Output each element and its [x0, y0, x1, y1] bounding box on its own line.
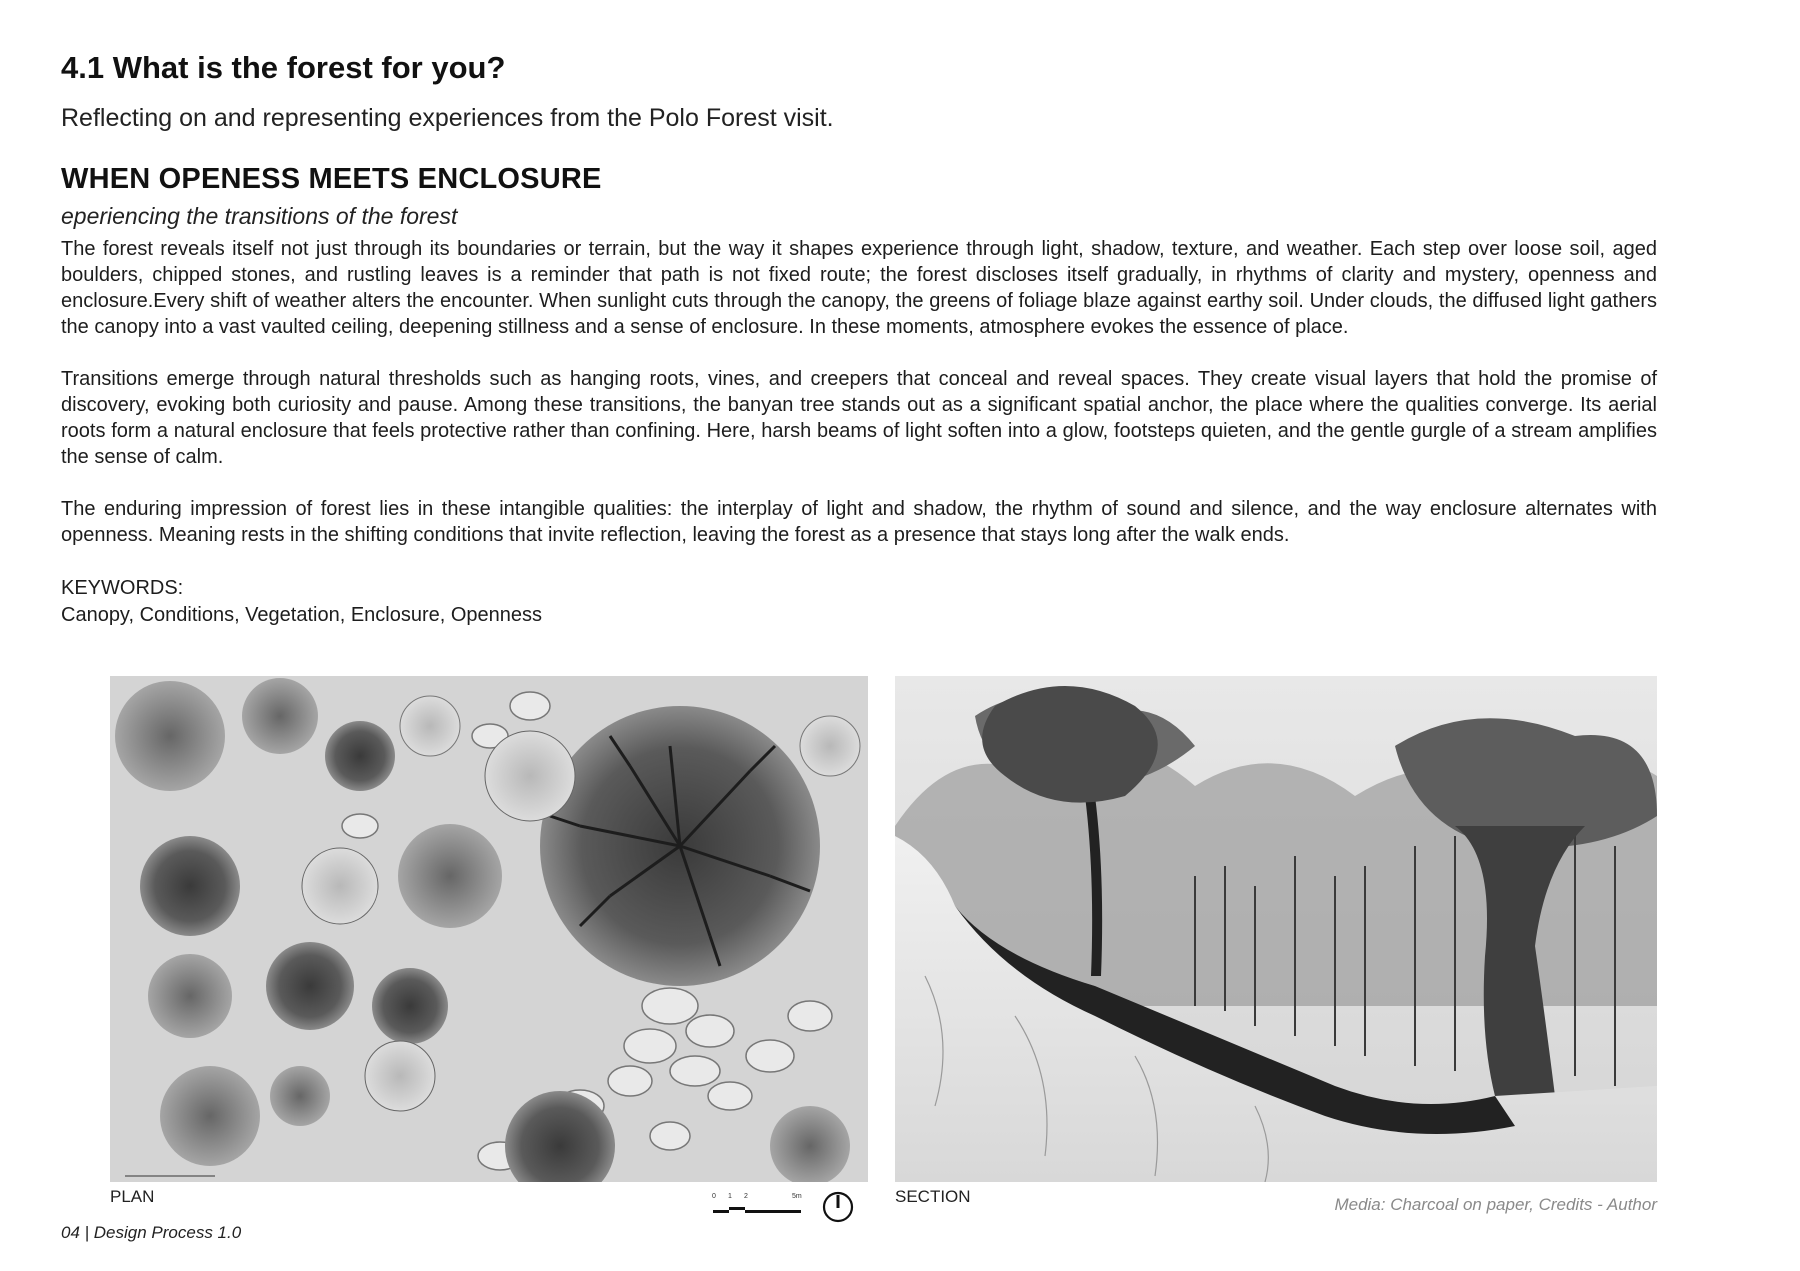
paragraph: The enduring impression of forest lies in these intangible qualities: the interplay of light and shadow, the rhythm of sound and silence, and the way enclosure alternates with openness. Meaning rests in the shifting conditions that invite reflection, leaving the forest as a presence that stays long after the walk ends. [61, 498, 1657, 546]
page-footer: 04 | Design Process 1.0 [61, 1223, 242, 1242]
article-body [61, 236, 1657, 574]
paragraph: Transitions emerge through natural thresholds such as hanging roots, vines, and creepers that conceal and reveal spaces. They create visual layers that hold the promise of discovery, evoking both curiosity and pause. Among these transitions, the banyan tree stands out as a significant spatial anchor, the place where the qualities converge. Its aerial roots form a natural enclosure that feels protective rather than confining. Here, harsh beams of light soften into a glow, footsteps quieten, and the gentle gurgle of a stream amplifies the sense of calm. [61, 368, 1657, 468]
scale-tick-label: 5m [792, 1193, 802, 1200]
paragraph: The forest reveals itself not just through its boundaries or terrain, but the way it shapes experience through light, shadow, texture, and weather. Each step over loose soil, aged boulders, chipped stones, and rustling leaves is a reminder that path is not fixed route; the forest discloses itself gradually, in rhythms of clarity and mystery, openness and enclosure.Every shift of weather alters the encounter. When sunlight cuts through the canopy, the greens of foliage blaze against earthy soil. Under clouds, the diffused light gathers the canopy into a vast vaulted ceiling, deepening stillness and a sense of enclosure. In these moments, atmosphere evokes the essence of place. [61, 238, 1657, 338]
keywords-block [61, 575, 542, 629]
plan-label: PLAN [110, 1187, 155, 1206]
plan-drawing-illustration [110, 676, 868, 1182]
scale-tick-label: 0 [712, 1193, 716, 1200]
keywords-label: KEYWORDS: [61, 577, 184, 599]
north-arrow-icon [822, 1191, 854, 1223]
section-title: 4.1 What is the forest for you? [61, 50, 506, 85]
media-credit: Media: Charcoal on paper, Credits - Author [1334, 1195, 1657, 1214]
section-subtitle: Reflecting on and representing experiences from the Polo Forest visit. [61, 104, 834, 132]
section-drawing [895, 676, 1657, 1182]
scale-tick-label: 2 [744, 1193, 748, 1200]
section-drawing-illustration [895, 676, 1657, 1182]
scale-tick-label: 1 [728, 1193, 732, 1200]
scale-bar [712, 1190, 804, 1218]
article-subheading: eperiencing the transitions of the forest [61, 203, 458, 229]
plan-drawing [110, 676, 868, 1182]
section-label: SECTION [895, 1187, 971, 1206]
keywords-list: Canopy, Conditions, Vegetation, Enclosure, Openness [61, 604, 543, 626]
article-heading: WHEN OPENESS MEETS ENCLOSURE [61, 163, 602, 195]
